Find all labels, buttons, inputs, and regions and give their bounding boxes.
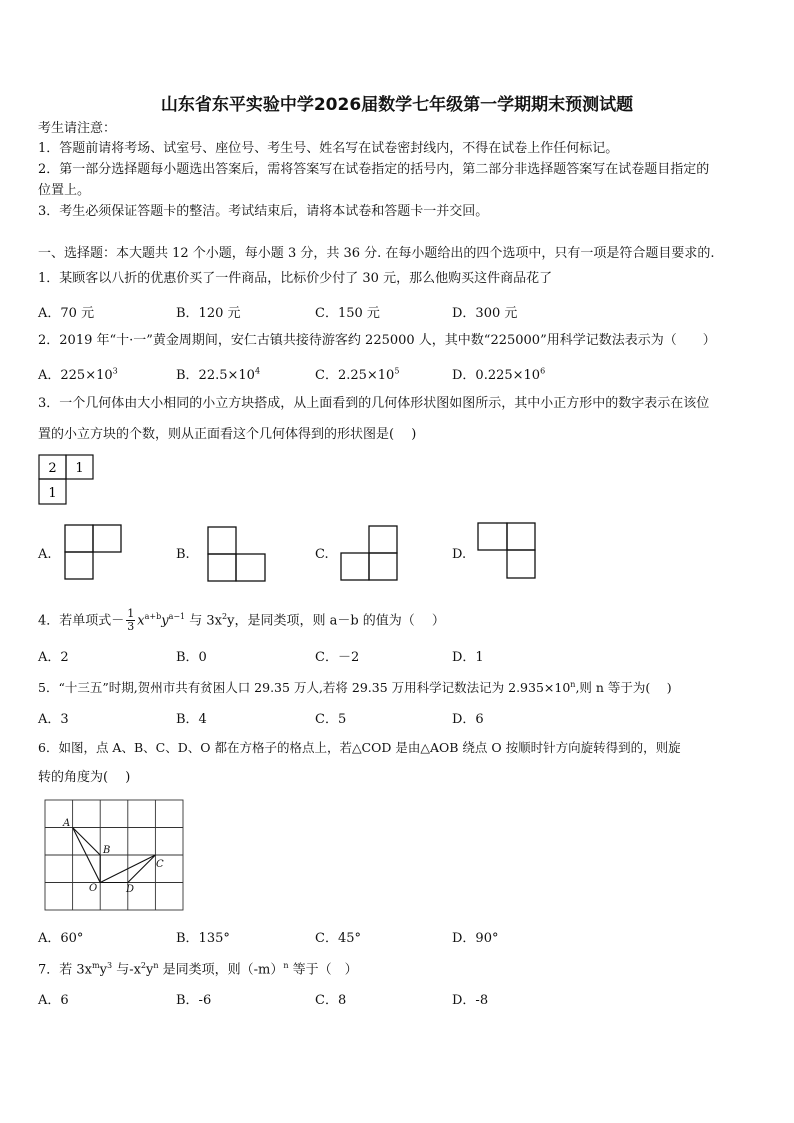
q2-option-a[interactable]: A．$225\times 10^3$ <box>38 366 118 383</box>
page-title: 山东省东平实验中学2026届数学七年级第一学期期末预测试题 <box>160 95 634 115</box>
q5-option-d[interactable]: D．6 <box>452 712 484 727</box>
q5-option-c[interactable]: C．5 <box>315 712 347 727</box>
q6-option-b[interactable]: B．135° <box>176 931 230 946</box>
q4-option-c[interactable]: C．－2 <box>315 650 360 665</box>
question-5-stem: 5．“十三五”时期,贺州市共有贫困人口 29.35 万人,若将 29.35 万用科学记数法记为 $2.935\times 10^n$,则 n 等于为( ) <box>38 680 672 696</box>
point-label: C <box>156 859 164 870</box>
rotation-grid-figure <box>44 799 186 913</box>
question-2-stem: 2．2019 年“十·一”黄金周期间，安仁古镇共接待游客约 225000 人，其中数“225000”用科学记数法表示为（ ） <box>38 333 716 348</box>
q1-option-c[interactable]: C．150 元 <box>315 306 380 321</box>
q4-option-b[interactable]: B．0 <box>176 650 207 665</box>
q5-option-a[interactable]: A．3 <box>38 712 69 727</box>
q7-option-b[interactable]: B．-6 <box>176 993 212 1008</box>
question-1-stem: 1．某顾客以八折的优惠价买了一件商品，比标价少付了 30 元，那么他购买这件商品花了 <box>38 271 553 286</box>
notice-heading: 考生请注意： <box>38 121 117 136</box>
q7-option-d[interactable]: D．-8 <box>452 993 489 1008</box>
q7-option-a[interactable]: A．6 <box>38 993 69 1008</box>
q6-option-d[interactable]: D．90° <box>452 931 499 946</box>
point-label: O <box>89 883 98 894</box>
question-4-stem: 4．若单项式－ $\frac{1}{3}$ $x^{a+b}y^{a-1}$ 与 $3x^2y$，是同类项，则 a－b 的值为（ ） <box>38 607 445 634</box>
q3-option-b-figure[interactable] <box>206 523 268 583</box>
point-label: D <box>126 884 135 895</box>
q6-option-a[interactable]: A．60° <box>38 931 84 946</box>
q6-option-c[interactable]: C．45° <box>315 931 361 946</box>
q2-option-b[interactable]: B．$22.5\times 10^4$ <box>176 366 261 383</box>
top-view-figure <box>38 454 98 506</box>
q7-option-c[interactable]: C．8 <box>315 993 347 1008</box>
q1-option-a[interactable]: A．70 元 <box>38 306 95 321</box>
question-3-stem-cont: 置的小立方块的个数，则从正面看这个几何体得到的形状图是( ) <box>38 427 417 442</box>
q3-option-a-figure[interactable] <box>64 523 124 583</box>
notice-item: 3．考生必须保证答题卡的整洁。考试结束后，请将本试卷和答题卡一并交回。 <box>38 204 489 219</box>
q3-option-c[interactable]: C. <box>315 547 329 562</box>
top-view-count: 1 <box>48 486 57 501</box>
q4-option-a[interactable]: A．2 <box>38 650 69 665</box>
q3-option-b[interactable]: B. <box>176 547 190 562</box>
notice-item: 1．答题前请将考场、试室号、座位号、考生号、姓名写在试卷密封线内，不得在试卷上作任何标记。 <box>38 141 619 156</box>
top-view-count: 1 <box>75 461 84 476</box>
question-7-stem: 7．若 $3x^my^3$ 与$-x^2y^n$ 是同类项，则$(-m)^n$ 等于（ ） <box>38 961 358 978</box>
q3-option-d[interactable]: D. <box>452 547 467 562</box>
notice-item: 2．第一部分选择题每小题选出答案后，需将答案写在试卷指定的括号内，第二部分非选择题答案写在试卷题目指定的 <box>38 162 710 177</box>
q3-option-a[interactable]: A. <box>38 547 52 562</box>
top-view-count: 2 <box>48 461 57 476</box>
q5-option-b[interactable]: B．4 <box>176 712 207 727</box>
q2-option-c[interactable]: C．$2.25\times 10^5$ <box>315 366 400 383</box>
q3-option-d-figure[interactable] <box>477 521 539 581</box>
notice-item: 位置上。 <box>38 183 91 198</box>
q3-option-c-figure[interactable] <box>340 523 402 583</box>
fraction: $\frac{1}{3}$ <box>127 607 135 634</box>
q4-option-d[interactable]: D．1 <box>452 650 484 665</box>
q2-option-d[interactable]: D．$0.225\times 10^6$ <box>452 366 546 383</box>
question-3-stem: 3．一个几何体由大小相同的小立方块搭成，从上面看到的几何体形状图如图所示，其中小正方形中的数字表示在该位 <box>38 396 710 411</box>
section-heading: 一、选择题：本大题共 12 个小题，每小题 3 分，共 36 分. 在每小题给出的四个选项中，只有一项是符合题目要求的. <box>38 246 715 261</box>
question-6-stem: 6．如图，点 A、B、C、D、O 都在方格子的格点上，若△COD 是由△AOB 绕点 O 按顺时针方向旋转得到的，则旋 <box>38 740 681 755</box>
point-label: B <box>103 845 111 856</box>
q1-option-d[interactable]: D．300 元 <box>452 306 518 321</box>
question-6-stem-cont: 转的角度为( ) <box>38 770 131 785</box>
point-label: A <box>63 818 71 829</box>
q1-option-b[interactable]: B．120 元 <box>176 306 241 321</box>
